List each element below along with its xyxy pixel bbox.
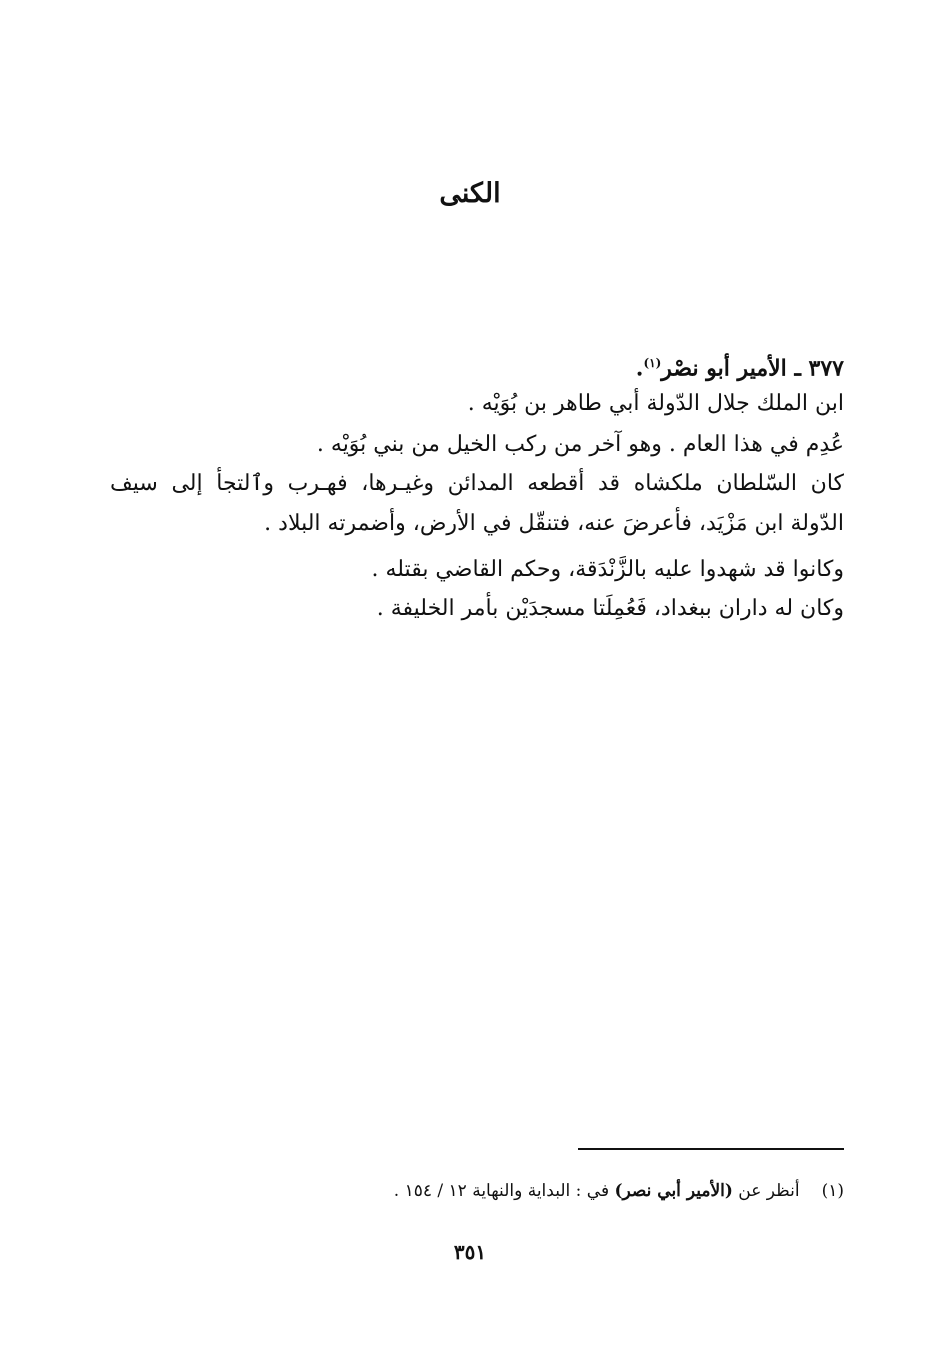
entry-number: ٣٧٧ xyxy=(808,355,844,382)
entry-line-5: وكانوا قد شهدوا عليه بالزَّنْدَقة، وحكم القاضي بقتله . xyxy=(371,557,844,582)
footnote-text-after: في : البداية والنهاية ١٢ / ١٥٤ . xyxy=(393,1181,615,1201)
footnote-separator xyxy=(578,1148,844,1150)
page-number: ٣٥١ xyxy=(453,1240,487,1264)
footnote-marker: (١) xyxy=(821,1181,844,1201)
chapter-title: الكنى xyxy=(439,178,501,209)
footnote-text-before: أنظر عن xyxy=(732,1181,800,1201)
footnote xyxy=(394,1176,844,1206)
entry-line-3: كان السّلطان ملكشاه قد أقطعه المدائن وغيـرها، فهـرب وٱلتجأ إلى سيف xyxy=(110,471,844,496)
entry-line-4: الدّولة ابن مَزْيَد، فأعرضَ عنه، فتنقّل في الأرض، وأضمرته البلاد . xyxy=(264,511,844,536)
entry-name: الأمير أبو نصْر xyxy=(661,355,787,382)
entry-dash: ـ xyxy=(786,355,809,382)
footnote-subject: (الأمير أبي نصر) xyxy=(614,1181,733,1201)
footnote-reference[interactable]: (١) xyxy=(643,356,662,370)
entry-heading xyxy=(636,345,844,386)
heading-period: . xyxy=(635,355,644,382)
entry-line-1: ابن الملك جلال الدّولة أبي طاهر بن بُوَيْه . xyxy=(467,391,844,416)
entry-line-2: عُدِم في هذا العام . وهو آخر من ركب الخيل من بني بُوَيْه . xyxy=(316,432,844,457)
entry-line-6: وكان له داران ببغداد، فَعُمِلَتا مسجدَيْن بأمر الخليفة . xyxy=(376,596,844,621)
